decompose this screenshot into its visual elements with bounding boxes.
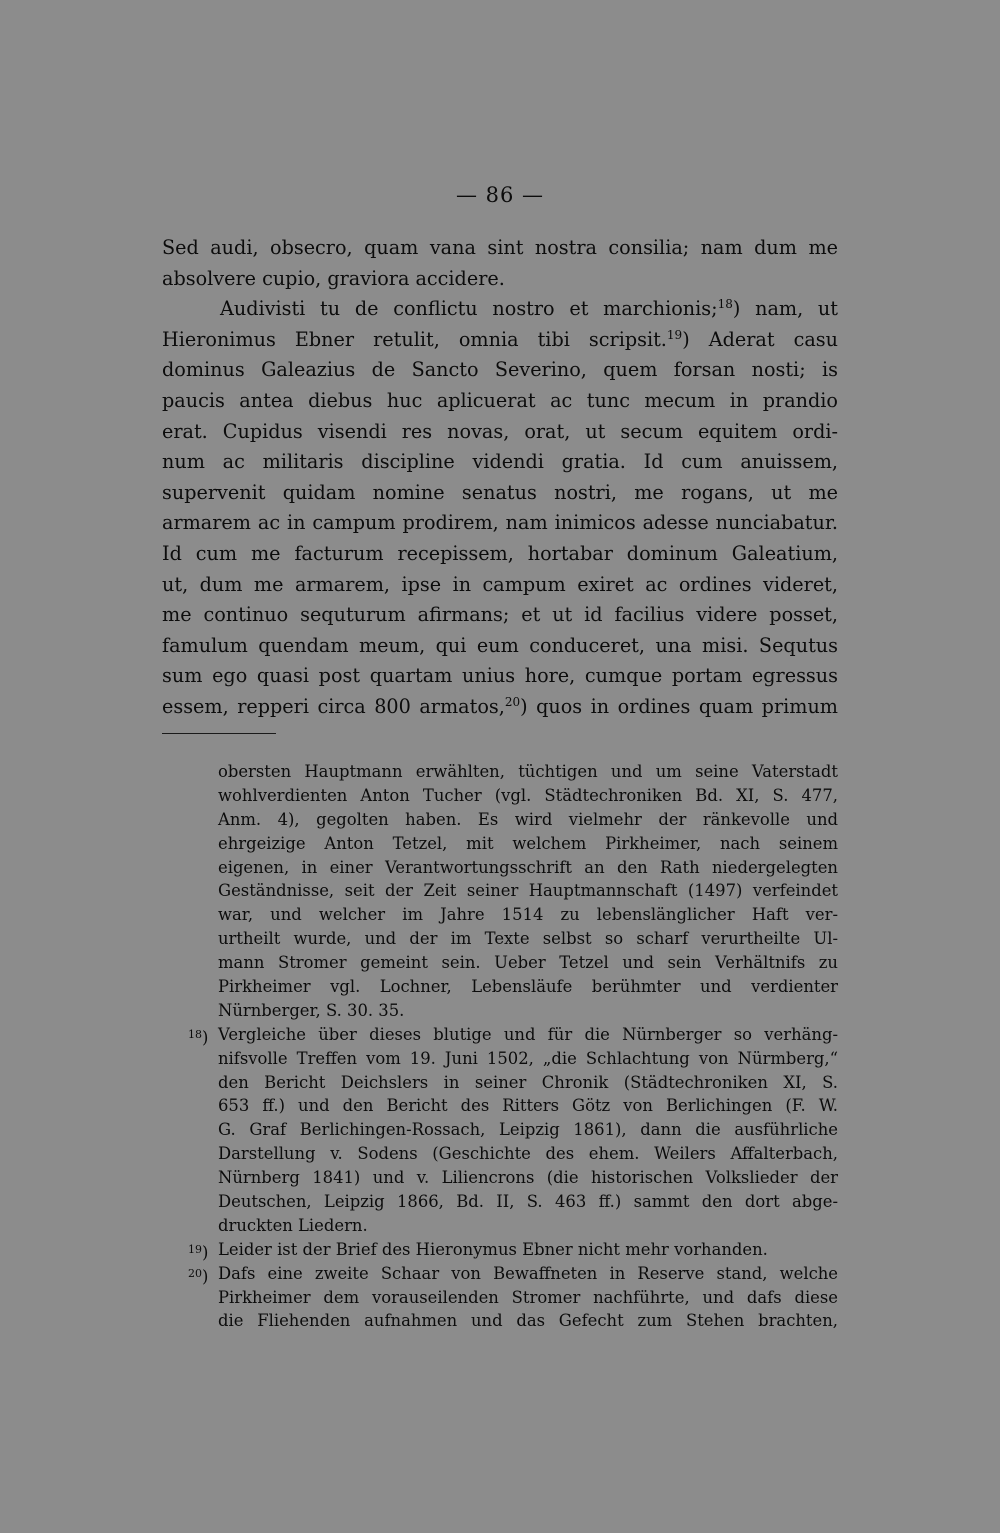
text-line: sum ego quasi post quartam unius hore, cumque portam egressus — [162, 664, 838, 688]
footnote-number: $^{19}$) — [188, 1242, 209, 1262]
footnote-divider — [162, 733, 276, 734]
footnote-text: G. Graf Berlichingen-Rossach, Leipzig 1861), dann die ausführliche — [218, 1120, 838, 1140]
footnote-line — [162, 1094, 838, 1118]
footnote-text: wohlverdienten Anton Tucher (vgl. Städtechroniken Bd. XI, S. 477, — [218, 785, 838, 805]
footnote-text: Pirkheimer vgl. Lochner, Lebensläufe berühmter und verdienter — [218, 977, 838, 997]
footnote-line — [162, 1118, 838, 1142]
footnote-line — [162, 975, 838, 999]
footnote-line — [162, 1142, 838, 1166]
footnote-reference: 18 — [717, 297, 733, 312]
footnote-line — [162, 1023, 838, 1047]
footnote-number-digits: 18 — [188, 1027, 202, 1041]
footnote-text: Anm. 4), gegolten haben. Es wird vielmehr der ränkevolle und — [218, 809, 838, 829]
text-line — [162, 325, 838, 356]
footnote-number-digits: 20 — [188, 1266, 202, 1280]
footnote-text: Dafs eine zweite Schaar von Bewaffneten in Reserve stand, welche — [218, 1263, 838, 1283]
text-line: Id cum me facturum recepissem, hortabar dominum Galeatium, — [162, 541, 838, 565]
text-segment: ) quos in ordines quam primum — [520, 694, 838, 718]
footnote-line — [162, 1309, 838, 1333]
footnote-reference: 20 — [504, 694, 521, 709]
footnote-line — [162, 784, 838, 808]
footnote-line — [162, 1047, 838, 1071]
footnote-line — [162, 1262, 838, 1286]
footnote-text: die Fliehenden aufnahmen und das Gefecht zum Stehen brachten, — [218, 1311, 838, 1331]
footnotes-block — [162, 760, 838, 1333]
footnote-text: mann Stromer gemeint sein. Ueber Tetzel und sein Verhältnifs zu — [218, 953, 838, 973]
text-segment: Hieronimus Ebner retulit, omnia tibi scripsit. — [162, 327, 667, 351]
footnote-text: 653 ff.) und den Bericht des Ritters Götz von Berlichingen (F. W. — [218, 1096, 838, 1116]
footnote-line — [162, 1190, 838, 1214]
footnote-text: Vergleiche über dieses blutige und für die Nürnberger so verhäng- — [218, 1024, 838, 1044]
footnote-text: ehrgeizige Anton Tetzel, mit welchem Pirkheimer, nach seinem — [218, 833, 838, 853]
text-line: dominus Galeazius de Sancto Severino, quem forsan nosti; is — [162, 358, 838, 382]
footnote-number: $^{18}$) — [188, 1027, 209, 1047]
footnote-text: den Bericht Deichslers in seiner Chronik (Städtechroniken XI, S. — [218, 1072, 838, 1092]
text-line: paucis antea diebus huc aplicuerat ac tunc mecum in prandio — [162, 388, 838, 412]
text-line: absolvere cupio, graviora accidere. — [162, 266, 505, 290]
footnote-line — [162, 760, 838, 784]
footnote-text: nifsvolle Treffen vom 19. Juni 1502, „die Schlachtung von Nürmberg,“ — [218, 1048, 838, 1068]
text-line: erat. Cupidus visendi res novas, orat, ut secum equitem ordi- — [162, 419, 838, 443]
footnote-text: Pirkheimer dem vorauseilenden Stromer nachführte, und dafs diese — [218, 1287, 838, 1307]
footnote-line — [162, 808, 838, 832]
text-line: me continuo sequturum afirmans; et ut id facilius videre posset, — [162, 603, 838, 627]
footnote-text: Nürnberger, S. 30. 35. — [218, 1000, 405, 1020]
footnote-line — [162, 903, 838, 927]
footnote-line — [162, 856, 838, 880]
footnote-text: obersten Hauptmann erwählten, tüchtigen und um seine Vaterstadt — [218, 762, 838, 781]
footnote-line — [162, 1286, 838, 1310]
text-segment: Audivisti tu de conflictu nostro et marchionis; — [220, 297, 718, 321]
footnote-line — [162, 1166, 838, 1190]
text-line: supervenit quidam nomine senatus nostri, me rogans, ut me — [162, 480, 838, 504]
footnote-line — [162, 832, 838, 856]
footnote-line — [162, 1071, 838, 1095]
text-line: famulum quendam meum, qui eum conduceret, una misi. Sequtus — [162, 633, 838, 657]
text-segment: ) nam, ut — [732, 297, 838, 321]
page-number: — 86 — — [455, 183, 545, 207]
main-text-block — [162, 233, 838, 723]
footnote-text: Deutschen, Leipzig 1866, Bd. II, S. 463 ff.) sammt den dort abge- — [218, 1192, 838, 1212]
footnote-reference: 19 — [666, 327, 683, 342]
footnote-text: Leider ist der Brief des Hieronymus Ebner nicht mehr vorhanden. — [218, 1239, 768, 1259]
text-line: armarem ac in campum prodirem, nam inimicos adesse nunciabatur. — [162, 511, 838, 535]
footnote-text: Darstellung v. Sodens (Geschichte des ehem. Weilers Affalterbach, — [218, 1144, 838, 1164]
text-line — [162, 294, 838, 325]
footnote-text: Geständnisse, seit der Zeit seiner Hauptmannschaft (1497) verfeindet — [218, 881, 838, 901]
text-segment: ) Aderat casu — [682, 327, 838, 351]
footnote-line — [162, 1214, 838, 1238]
footnote-line — [162, 927, 838, 951]
footnote-line — [162, 999, 838, 1023]
footnote-text: urtheilt wurde, und der im Texte selbst so scharf verurtheilte Ul- — [218, 929, 838, 949]
text-line: ut, dum me armarem, ipse in campum exiret ac ordines videret, — [162, 572, 838, 596]
footnote-line — [162, 951, 838, 975]
footnote-line — [162, 1238, 838, 1262]
footnote-text: druckten Liedern. — [218, 1215, 368, 1235]
footnote-number: $^{20}$) — [188, 1266, 209, 1286]
text-segment: essem, repperi circa 800 armatos, — [162, 694, 505, 718]
footnote-text: eigenen, in einer Verantwortungsschrift an den Rath niedergelegten — [218, 857, 838, 877]
footnote-number-digits: 19 — [188, 1242, 202, 1256]
footnote-line — [162, 879, 838, 903]
footnote-text: Nürnberg 1841) und v. Liliencrons (die historischen Volkslieder der — [218, 1168, 838, 1188]
footnote-text: war, und welcher im Jahre 1514 zu lebenslänglicher Haft ver- — [218, 905, 838, 925]
text-line — [162, 692, 838, 723]
text-line: Sed audi, obsecro, quam vana sint nostra consilia; nam dum me — [162, 236, 838, 259]
text-line: num ac militaris discipline videndi gratia. Id cum anuissem, — [162, 450, 838, 474]
